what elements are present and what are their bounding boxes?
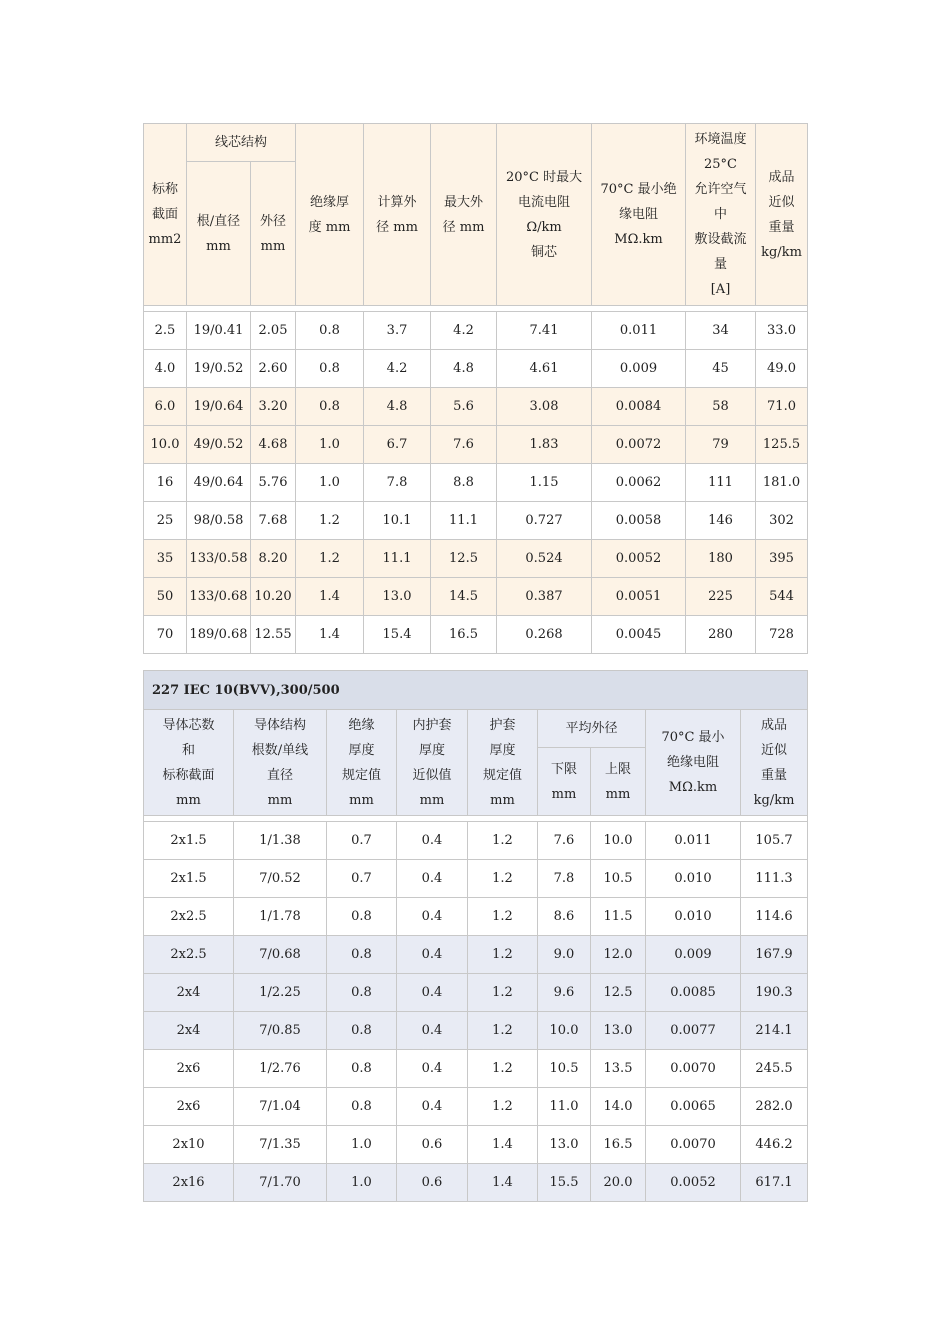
table-cell: 1.0 (296, 464, 364, 502)
header-upper: 上限 mm (591, 748, 646, 816)
table-cell: 98/0.58 (187, 502, 251, 540)
header-conductor: 导体结构 根数/单线 直径 mm (234, 710, 327, 816)
table-cell: 34 (686, 312, 756, 350)
table-cell: 1.2 (468, 860, 538, 898)
table-cell: 2x4 (144, 1012, 234, 1050)
table-cell: 111 (686, 464, 756, 502)
header-inner-sheath: 内护套 厚度 近似值 mm (397, 710, 468, 816)
table-row (144, 974, 808, 1012)
table-cell: 0.0070 (646, 1126, 741, 1164)
table-cell: 245.5 (741, 1050, 808, 1088)
table-cell: 7.41 (497, 312, 592, 350)
table-cell: 7.68 (251, 502, 296, 540)
table-cell: 15.4 (364, 616, 431, 654)
table-cell: 58 (686, 388, 756, 426)
header-weight: 成品 近似 重量 kg/km (756, 124, 808, 306)
header-section: 标称 截面 mm2 (144, 124, 187, 306)
table-row (144, 388, 808, 426)
table-cell: 0.524 (497, 540, 592, 578)
header-avg-od: 平均外径 (538, 710, 646, 748)
table-row (144, 860, 808, 898)
table-cell: 133/0.68 (187, 578, 251, 616)
table-cell: 105.7 (741, 822, 808, 860)
table-cell: 7/1.70 (234, 1164, 327, 1202)
table-cell: 1.2 (468, 974, 538, 1012)
header-insulation: 绝缘厚 度 mm (296, 124, 364, 306)
table-cell: 1.0 (327, 1126, 397, 1164)
table-row (144, 936, 808, 974)
table-cell: 1.4 (296, 616, 364, 654)
table-cell: 7.6 (538, 822, 591, 860)
table-cell: 33.0 (756, 312, 808, 350)
table-cell: 2x16 (144, 1164, 234, 1202)
table-cell: 0.0077 (646, 1012, 741, 1050)
table-title: 227 IEC 10(BVV),300/500 (144, 671, 808, 710)
table-cell: 2x1.5 (144, 822, 234, 860)
table-cell: 111.3 (741, 860, 808, 898)
table-cell: 0.0051 (592, 578, 686, 616)
table-cell: 0.0072 (592, 426, 686, 464)
table-cell: 11.0 (538, 1088, 591, 1126)
table-cell: 0.0052 (592, 540, 686, 578)
table-cell: 0.6 (397, 1164, 468, 1202)
table-cell: 0.8 (296, 312, 364, 350)
table-row (144, 1126, 808, 1164)
table-cell: 0.0085 (646, 974, 741, 1012)
table-cell: 7.8 (538, 860, 591, 898)
table-cell: 10.0 (591, 822, 646, 860)
table-cell: 7.6 (431, 426, 497, 464)
table-row (144, 312, 808, 350)
table-cell: 10.0 (538, 1012, 591, 1050)
table-cell: 0.8 (296, 388, 364, 426)
table-cell: 8.8 (431, 464, 497, 502)
table-cell: 10.0 (144, 426, 187, 464)
table-cell: 0.4 (397, 822, 468, 860)
table-cell: 133/0.58 (187, 540, 251, 578)
table-cell: 12.55 (251, 616, 296, 654)
table-cell: 20.0 (591, 1164, 646, 1202)
table-cell: 79 (686, 426, 756, 464)
table-cell: 2.05 (251, 312, 296, 350)
table-cell: 2x6 (144, 1050, 234, 1088)
table-cell: 0.010 (646, 898, 741, 936)
table-cell: 10.20 (251, 578, 296, 616)
table-cell: 0.8 (296, 350, 364, 388)
table-cell: 2x2.5 (144, 898, 234, 936)
table-cell: 14.5 (431, 578, 497, 616)
table-cell: 12.0 (591, 936, 646, 974)
table-row (144, 426, 808, 464)
table-cell: 11.5 (591, 898, 646, 936)
table-cell: 50 (144, 578, 187, 616)
table-cell: 180 (686, 540, 756, 578)
table-cell: 0.011 (592, 312, 686, 350)
table-cell: 146 (686, 502, 756, 540)
table-cell: 15.5 (538, 1164, 591, 1202)
table-cell: 1.0 (327, 1164, 397, 1202)
header-ampacity: 环境温度 25°C 允许空气 中 敷设截流 量 [A] (686, 124, 756, 306)
table-cell: 14.0 (591, 1088, 646, 1126)
table-cell: 4.8 (431, 350, 497, 388)
table-cell: 1/2.76 (234, 1050, 327, 1088)
table-cell: 1/1.38 (234, 822, 327, 860)
header-lower: 下限 mm (538, 748, 591, 816)
table-cell: 446.2 (741, 1126, 808, 1164)
table-cell: 0.8 (327, 1088, 397, 1126)
table-cell: 190.3 (741, 974, 808, 1012)
table-cell: 13.0 (364, 578, 431, 616)
table-cell: 19/0.64 (187, 388, 251, 426)
table-cell: 0.010 (646, 860, 741, 898)
table-cell: 7/0.68 (234, 936, 327, 974)
table-cell: 13.0 (591, 1012, 646, 1050)
table-cell: 16 (144, 464, 187, 502)
table-cell: 280 (686, 616, 756, 654)
table-cell: 0.7 (327, 860, 397, 898)
table-cell: 0.387 (497, 578, 592, 616)
table-cell: 71.0 (756, 388, 808, 426)
table-cell: 9.6 (538, 974, 591, 1012)
table-cell: 1/1.78 (234, 898, 327, 936)
table-cell: 189/0.68 (187, 616, 251, 654)
table-cell: 0.268 (497, 616, 592, 654)
table-cell: 0.009 (646, 936, 741, 974)
table-cell: 11.1 (364, 540, 431, 578)
table-cell: 10.1 (364, 502, 431, 540)
table-cell: 0.011 (646, 822, 741, 860)
table-cell: 35 (144, 540, 187, 578)
table-cell: 4.2 (431, 312, 497, 350)
table-cell: 5.6 (431, 388, 497, 426)
table-cell: 0.4 (397, 974, 468, 1012)
table-cell: 1.2 (468, 898, 538, 936)
table-cell: 728 (756, 616, 808, 654)
table-row (144, 540, 808, 578)
table-cell: 0.4 (397, 1088, 468, 1126)
table-row (144, 1050, 808, 1088)
table-cell: 395 (756, 540, 808, 578)
table-cell: 13.0 (538, 1126, 591, 1164)
table-row (144, 822, 808, 860)
header-resistance: 20°C 时最大 电流电阻 Ω/km 铜芯 (497, 124, 592, 306)
table-cell: 0.8 (327, 974, 397, 1012)
table-cell: 16.5 (431, 616, 497, 654)
table-cell: 114.6 (741, 898, 808, 936)
header-weight: 成品 近似 重量 kg/km (741, 710, 808, 816)
table-cell: 49/0.52 (187, 426, 251, 464)
table-cell: 2x1.5 (144, 860, 234, 898)
table-cell: 6.0 (144, 388, 187, 426)
header-min-ins-res: 70°C 最小 绝缘电阻 MΩ.km (646, 710, 741, 816)
table-cell: 1.15 (497, 464, 592, 502)
table-row (144, 578, 808, 616)
table-cell: 45 (686, 350, 756, 388)
table-row (144, 1012, 808, 1050)
table-cell: 9.0 (538, 936, 591, 974)
table-cell: 0.6 (397, 1126, 468, 1164)
header-sheath: 护套 厚度 规定值 mm (468, 710, 538, 816)
table-cell: 6.7 (364, 426, 431, 464)
table-cell: 0.8 (327, 936, 397, 974)
table-cell: 2x4 (144, 974, 234, 1012)
table-cell: 7/1.35 (234, 1126, 327, 1164)
table-cell: 70 (144, 616, 187, 654)
table-cell: 1.2 (468, 1012, 538, 1050)
table-cell: 1.2 (468, 936, 538, 974)
table-cell: 0.0070 (646, 1050, 741, 1088)
table-cell: 12.5 (431, 540, 497, 578)
table-cell: 4.61 (497, 350, 592, 388)
table-cell: 2x10 (144, 1126, 234, 1164)
table-cell: 1.2 (468, 822, 538, 860)
cable-spec-table-2 (143, 670, 808, 1202)
table-row (144, 898, 808, 936)
table-cell: 19/0.41 (187, 312, 251, 350)
table-cell: 25 (144, 502, 187, 540)
table-cell: 16.5 (591, 1126, 646, 1164)
table-cell: 10.5 (538, 1050, 591, 1088)
table-cell: 4.8 (364, 388, 431, 426)
table-cell: 125.5 (756, 426, 808, 464)
table-cell: 2x2.5 (144, 936, 234, 974)
table-cell: 0.4 (397, 898, 468, 936)
table-cell: 3.08 (497, 388, 592, 426)
table-cell: 4.0 (144, 350, 187, 388)
header-core-od: 外径 mm (251, 162, 296, 306)
table-cell: 544 (756, 578, 808, 616)
table-cell: 7.8 (364, 464, 431, 502)
table-cell: 0.8 (327, 898, 397, 936)
header-core-structure: 线芯结构 (187, 124, 296, 162)
table-cell: 10.5 (591, 860, 646, 898)
table-cell: 8.20 (251, 540, 296, 578)
header-max-od: 最大外 径 mm (431, 124, 497, 306)
header-strand: 根/直径 mm (187, 162, 251, 306)
table-cell: 2x6 (144, 1088, 234, 1126)
table-cell: 2.5 (144, 312, 187, 350)
table-cell: 0.0058 (592, 502, 686, 540)
header-calc-od: 计算外 径 mm (364, 124, 431, 306)
table-cell: 8.6 (538, 898, 591, 936)
table-row (144, 350, 808, 388)
table-cell: 11.1 (431, 502, 497, 540)
table-cell: 4.2 (364, 350, 431, 388)
table-cell: 7/1.04 (234, 1088, 327, 1126)
table-cell: 181.0 (756, 464, 808, 502)
table-cell: 1.2 (296, 540, 364, 578)
table-cell: 1.4 (296, 578, 364, 616)
table-cell: 12.5 (591, 974, 646, 1012)
table-cell: 0.4 (397, 1050, 468, 1088)
table-cell: 3.7 (364, 312, 431, 350)
table-cell: 617.1 (741, 1164, 808, 1202)
table-cell: 1.2 (468, 1088, 538, 1126)
table-cell: 0.0052 (646, 1164, 741, 1202)
table-cell: 0.4 (397, 936, 468, 974)
table-cell: 0.0084 (592, 388, 686, 426)
table-cell: 1.2 (296, 502, 364, 540)
table-cell: 1.4 (468, 1164, 538, 1202)
table-row (144, 464, 808, 502)
table-cell: 3.20 (251, 388, 296, 426)
table-cell: 282.0 (741, 1088, 808, 1126)
table-cell: 1/2.25 (234, 974, 327, 1012)
header-min-ins-res: 70°C 最小绝 缘电阻 MΩ.km (592, 124, 686, 306)
table-cell: 1.2 (468, 1050, 538, 1088)
table-cell: 225 (686, 578, 756, 616)
table-cell: 0.8 (327, 1050, 397, 1088)
table-cell: 167.9 (741, 936, 808, 974)
table-row (144, 616, 808, 654)
table-cell: 302 (756, 502, 808, 540)
table-row (144, 502, 808, 540)
header-cores: 导体芯数 和 标称截面 mm (144, 710, 234, 816)
cable-spec-table-1 (143, 123, 808, 654)
table-cell: 49/0.64 (187, 464, 251, 502)
table-cell: 0.8 (327, 1012, 397, 1050)
table-cell: 2.60 (251, 350, 296, 388)
table-row (144, 1088, 808, 1126)
table-cell: 7/0.85 (234, 1012, 327, 1050)
table-cell: 0.009 (592, 350, 686, 388)
header-insulation: 绝缘 厚度 规定值 mm (327, 710, 397, 816)
table-cell: 1.0 (296, 426, 364, 464)
table-cell: 1.83 (497, 426, 592, 464)
table-cell: 7/0.52 (234, 860, 327, 898)
table-row (144, 1164, 808, 1202)
table-cell: 0.4 (397, 860, 468, 898)
table-cell: 19/0.52 (187, 350, 251, 388)
table-cell: 49.0 (756, 350, 808, 388)
table-cell: 13.5 (591, 1050, 646, 1088)
table-cell: 5.76 (251, 464, 296, 502)
table-cell: 0.4 (397, 1012, 468, 1050)
table-cell: 4.68 (251, 426, 296, 464)
table-cell: 214.1 (741, 1012, 808, 1050)
table-cell: 0.7 (327, 822, 397, 860)
table-cell: 0.0062 (592, 464, 686, 502)
table-cell: 0.0065 (646, 1088, 741, 1126)
table-cell: 1.4 (468, 1126, 538, 1164)
table-cell: 0.0045 (592, 616, 686, 654)
table-cell: 0.727 (497, 502, 592, 540)
